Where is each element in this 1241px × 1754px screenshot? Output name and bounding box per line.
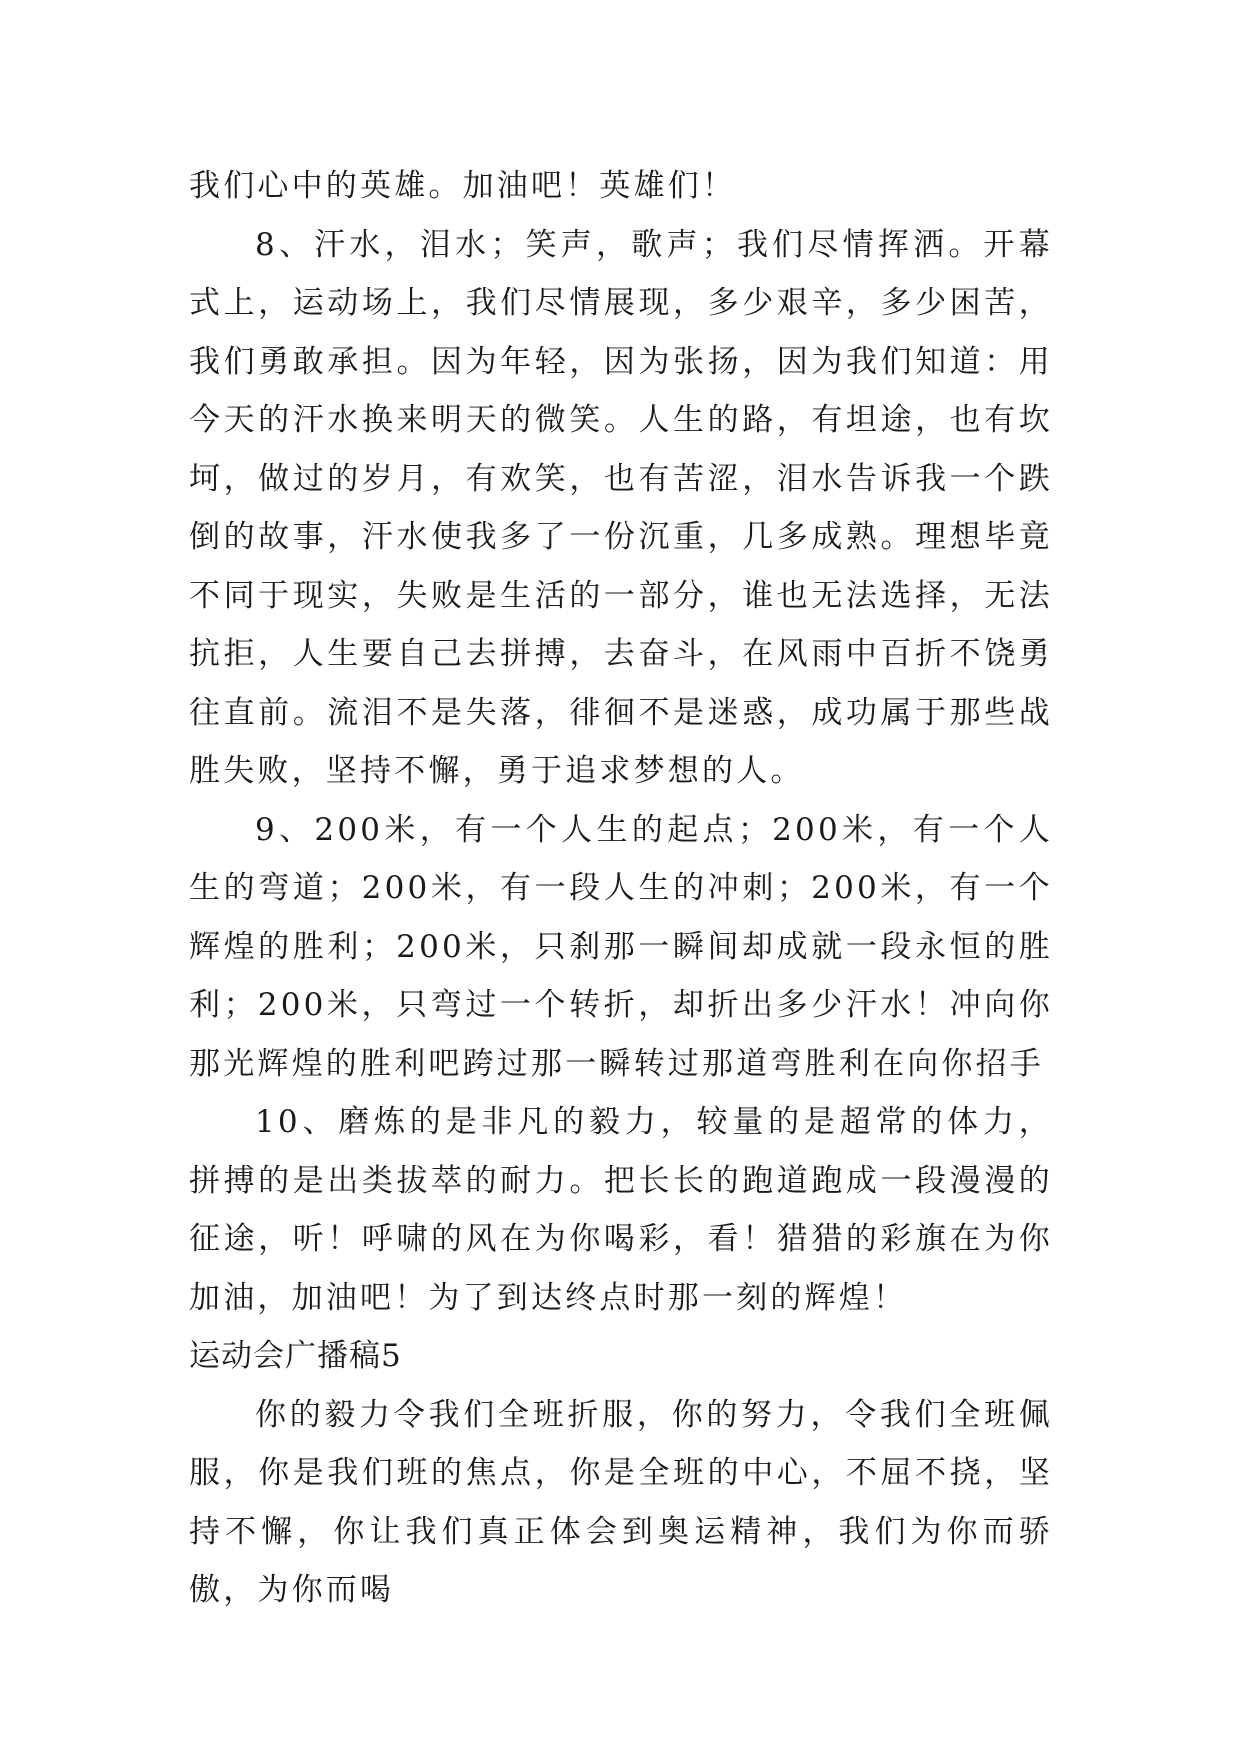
paragraph-item-9: 9、200米，有一个人生的起点；200米，有一个人生的弯道；200米，有一段人生的冲刺；200米，有一个辉煌的胜利；200米，只刹那一瞬间却成就一段永恒的胜利；200米，只弯过一个转折，却折出多少汗水！冲向你那光辉煌的胜利吧跨过那一瞬转过那道弯胜利在向你招手 [189,811,1053,1082]
document-body [189,157,1053,1620]
paragraph-item-10: 10、磨炼的是非凡的毅力，较量的是超常的体力，拼搏的是出类拔萃的耐力。把长长的跑道跑成一段漫漫的征途，听！呼啸的风在为你喝彩，看！猎猎的彩旗在为你加油，加油吧！为了到达终点时那一刻的辉煌！ [189,1104,1053,1316]
paragraph-section-5: 你的毅力令我们全班折服，你的努力，令我们全班佩服，你是我们班的焦点，你是全班的中心，不屈不挠，坚持不懈，你让我们真正体会到奥运精神，我们为你而骄傲，为你而喝 [189,1396,1053,1608]
section-heading: 运动会广播稿5 [189,1338,402,1374]
paragraph-item-8: 8、汗水，泪水；笑声，歌声；我们尽情挥洒。开幕式上，运动场上，我们尽情展现，多少艰辛，多少困苦，我们勇敢承担。因为年轻，因为张扬，因为我们知道：用今天的汗水换来明天的微笑。人生的路，有坦途，也有坎坷，做过的岁月，有欢笑，也有苦涩，泪水告诉我一个跌倒的故事，汗水使我多了一份沉重，几多成熟。理想毕竟不同于现实，失败是生活的一部分，谁也无法选择，无法抗拒，人生要自己去拼搏，去奋斗，在风雨中百折不饶勇往直前。流泪不是失落，徘徊不是迷惑，成功属于那些战胜失败，坚持不懈，勇于追求梦想的人。 [189,226,1053,789]
paragraph-continuation: 我们心中的英雄。加油吧！英雄们！ [189,168,737,204]
